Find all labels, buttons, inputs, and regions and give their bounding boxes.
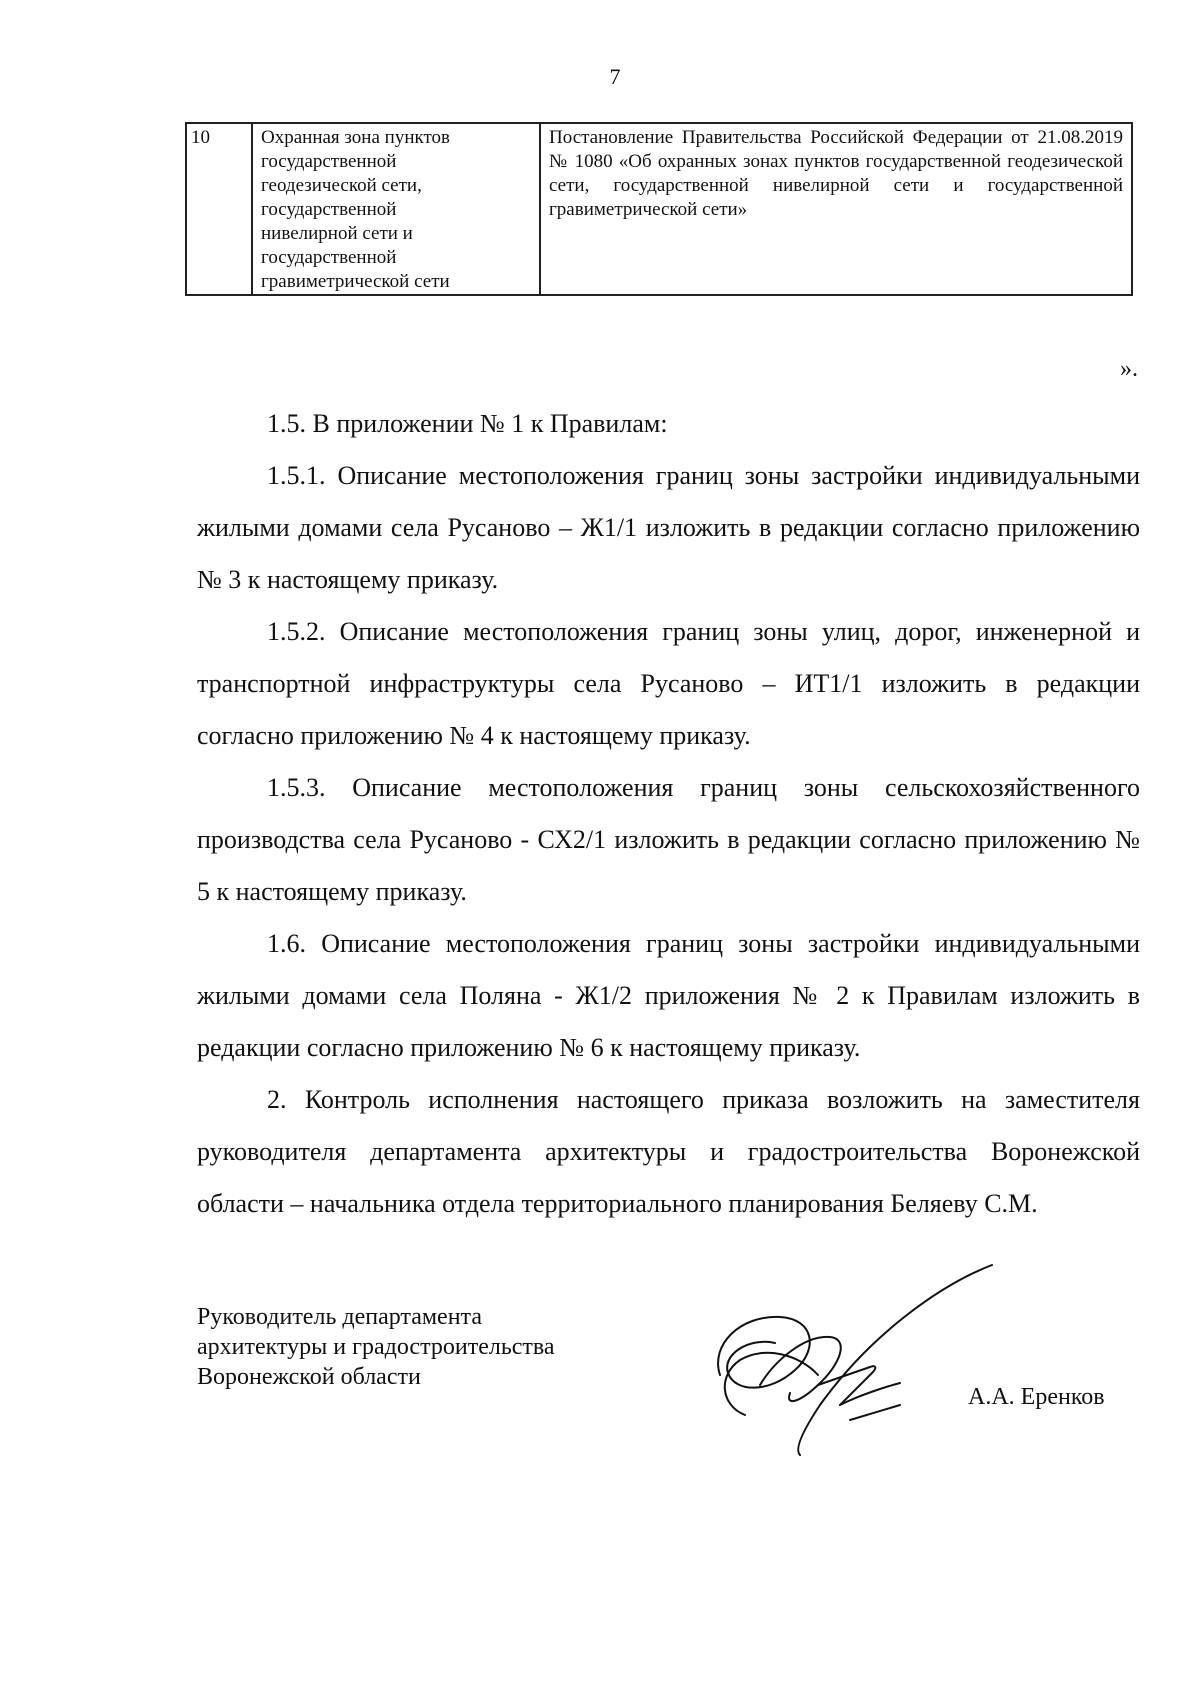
zone-name-line: государственной <box>261 199 397 220</box>
zone-name-line: нивелирной сети и <box>261 223 413 244</box>
handwritten-signature <box>700 1255 1000 1465</box>
paragraph-1-5: 1.5. В приложении № 1 к Правилам: <box>267 409 668 438</box>
paragraph-2: 2. Контроль исполнения настоящего приказа возложить на заместителя руководителя департамента архитектуры и градостроительства Воронежской области – начальника отдела территориального планирования Беляеву С.М. <box>197 1085 1140 1218</box>
zones-table <box>185 122 1133 296</box>
zone-name-line: гравиметрической сети <box>261 271 450 292</box>
zone-name-line: Охранная зона пунктов <box>261 127 450 148</box>
zone-name-line: государственной <box>261 247 397 268</box>
paragraph-1-6: 1.6. Описание местоположения границ зоны застройки индивидуальными жилыми домами села Поляна - Ж1/2 приложения № 2 к Правилам изложить в редакции согласно приложению № 6 к настоящему приказу. <box>197 929 1140 1062</box>
page-number: 7 <box>609 64 621 89</box>
signatory-title-line: архитектуры и градостроительства <box>197 1334 555 1360</box>
zone-name-line: геодезической сети, <box>261 175 422 196</box>
legal-basis: Постановление Правительства Российской Федерации от 21.08.2019 № 1080 «Об охранных зонах пунктов государственной геодезической сети, государственной нивелирной сети и государственной гравиметрической сети» <box>540 123 1132 295</box>
row-number: 10 <box>186 123 252 295</box>
paragraph-1-5-2: 1.5.2. Описание местоположения границ зоны улиц, дорог, инженерной и транспортной инфраструктуры села Русаново – ИТ1/1 изложить в редакции согласно приложению № 4 к настоящему приказу. <box>197 617 1140 750</box>
signatory-title <box>197 1302 555 1392</box>
closing-quote: ». <box>1120 356 1138 382</box>
signer-name: А.А. Еренков <box>968 1384 1105 1410</box>
signatory-title-line: Руководитель департамента <box>197 1304 482 1330</box>
zone-name-line: государственной <box>261 151 397 172</box>
paragraph-1-5-1: 1.5.1. Описание местоположения границ зоны застройки индивидуальными жилыми домами села Русаново – Ж1/1 изложить в редакции согласно приложению № 3 к настоящему приказу. <box>197 461 1140 594</box>
paragraph-1-5-3: 1.5.3. Описание местоположения границ зоны сельскохозяйственного производства села Русаново - СХ2/1 изложить в редакции согласно приложению № 5 к настоящему приказу. <box>197 773 1140 906</box>
table-row <box>186 123 1132 295</box>
zone-name <box>252 123 540 295</box>
signatory-title-line: Воронежской области <box>197 1364 421 1390</box>
body-text <box>197 398 1140 1230</box>
